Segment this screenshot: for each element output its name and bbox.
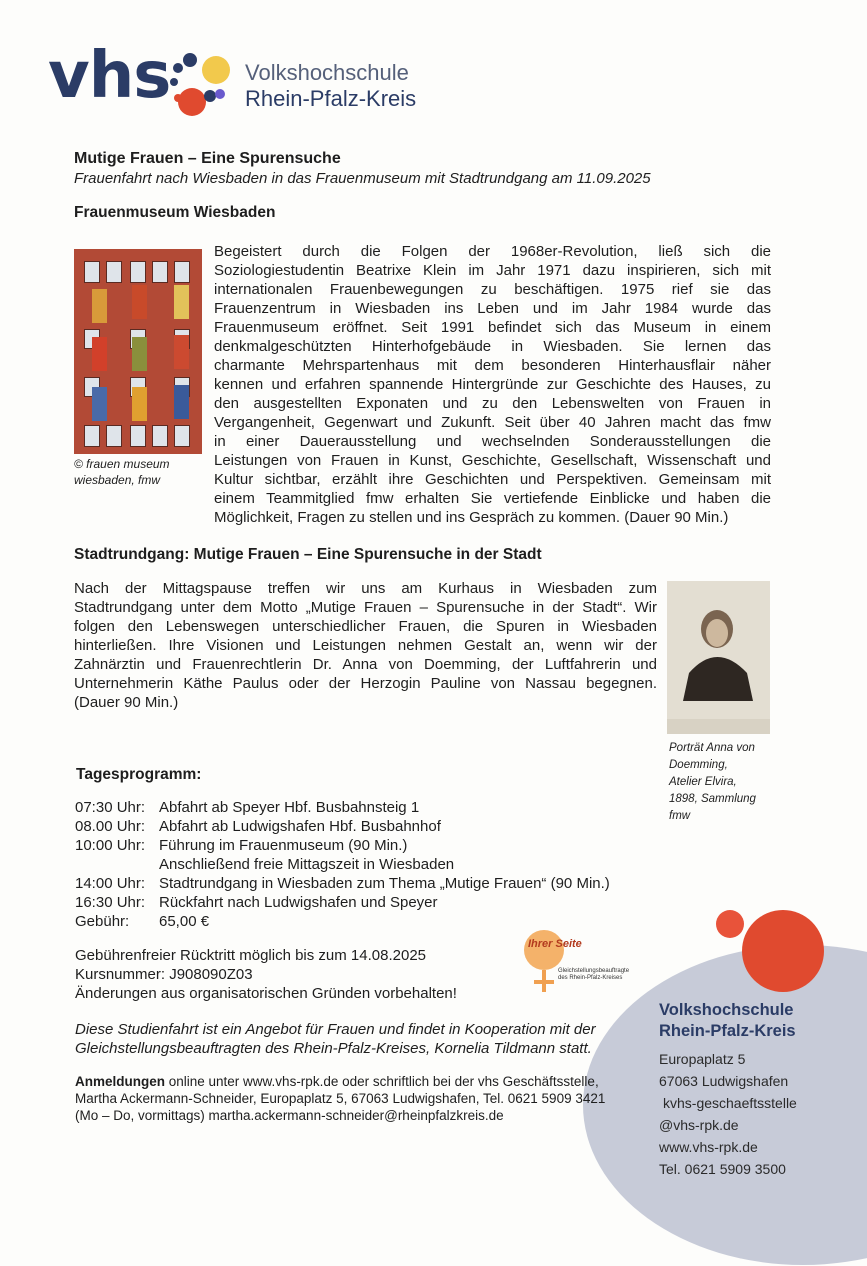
- equality-officer-logo: Ihrer Seite Gleichstellungsbeauftragte des Rhein-Pfalz-Kreises: [510, 928, 625, 998]
- contact-phone: Tel. 0621 5909 3500: [659, 1161, 786, 1177]
- text-line: in einer Dauerausstellung und wechselnden Sonderausstellungen die: [214, 433, 771, 450]
- programme-activity: Abfahrt ab Ludwigshafen Hbf. Busbahnhof: [159, 818, 441, 835]
- programme-activity: Anschließend freie Mittagszeit in Wiesbaden: [159, 856, 455, 873]
- text-line: Unternehmerin Käthe Paulus oder der Herzogin Pauline von Nassau begegnen.: [74, 675, 657, 692]
- caption-line: Doemming,: [669, 759, 728, 771]
- org-name-line1: Volkshochschule: [245, 60, 409, 85]
- contact-block: [659, 1000, 797, 1180]
- org-name-line2: Rhein-Pfalz-Kreis: [245, 86, 417, 111]
- caption-line: 1898, Sammlung: [669, 793, 756, 805]
- contact-email-line1: kvhs-geschaeftsstelle: [663, 1095, 797, 1111]
- changes-note: Änderungen aus organisatorischen Gründen vorbehalten!: [75, 985, 457, 1002]
- cooperation-note: Diese Studienfahrt ist ein Angebot für Frauen und findet in Kooperation mit der Gleichstellungsbeauftragten des Rhein-Pfalz-Kreises, Kornelia Tildmann statt.: [75, 1021, 596, 1057]
- portrait-caption: [669, 740, 756, 825]
- contact-city: 67063 Ludwigshafen: [659, 1073, 789, 1089]
- caption-line: Porträt Anna von: [669, 742, 755, 754]
- booking-info: [75, 946, 457, 1003]
- contact-website: www.vhs-rpk.de: [659, 1139, 758, 1155]
- programme-time: 07:30 Uhr:: [75, 799, 146, 816]
- portrait-image: [667, 581, 770, 734]
- text-line: Stadtrundgang unter dem Motto „Mutige Frauen – Spurensuche in der Stadt“. Wir: [74, 599, 657, 616]
- section-heading-programme: Tagesprogramm:: [76, 766, 202, 783]
- decor-circle-red-small: [716, 910, 744, 938]
- text-line: Möglichkeit, Fragen zu stellen und ins Gespräch zu kommen. (Dauer 90 Min.): [214, 509, 729, 526]
- contact-street: Europaplatz 5: [659, 1051, 746, 1067]
- programme-row: [75, 798, 610, 817]
- section-heading-tour: Stadtrundgang: Mutige Frauen – Eine Spurensuche in der Stadt: [74, 546, 542, 563]
- programme-activity: Führung im Frauenmuseum (90 Min.): [159, 837, 408, 854]
- text-line: Begeistert durch die Folgen der 1968er-Revolution, ließ sich die: [214, 243, 771, 260]
- text-line: denkmalgeschützten Hinterhofgebäude in Wiesbaden. Sie lernen das: [214, 338, 771, 355]
- contact-org-line1: Volkshochschule: [659, 1001, 794, 1019]
- programme-time: 16:30 Uhr:: [75, 894, 146, 911]
- text-line: Leistungen von Frauen in Kunst, Geschichte, Gesellschaft, Wissenschaft und: [214, 452, 771, 469]
- museum-text: [214, 242, 771, 527]
- caption-line: Atelier Elvira,: [669, 776, 737, 788]
- programme-row: [75, 817, 610, 836]
- programme-time: 10:00 Uhr:: [75, 837, 146, 854]
- museum-image-caption: © frauen museum wiesbaden, fmw: [74, 457, 170, 487]
- programme-time: Gebühr:: [75, 913, 130, 930]
- programme-row: [75, 836, 610, 855]
- text-line: den ausgestellten Exponaten und zu den Lebenswelten von Frauen in: [214, 395, 771, 412]
- text-line: Soziologiestudentin Beatrixe Klein im Jahr 1971 dazu inspirieren, sich mit: [214, 262, 771, 279]
- text-line: Frauenzentrum in Wiesbaden ins Leben und im Jahr 1984 wurde das: [214, 300, 771, 317]
- text-line: kennen und erfahren spannende Hintergründe zur Geschichte des Hauses, zu: [214, 376, 771, 393]
- programme-activity: Stadtrundgang in Wiesbaden zum Thema „Mutige Frauen“ (90 Min.): [159, 875, 610, 892]
- caption-line: fmw: [669, 810, 691, 822]
- text-line: Zahnärztin und Frauenrechtlerin Dr. Anna von Doemming, der Luftfahrerin und: [74, 656, 657, 673]
- page-subtitle: Frauenfahrt nach Wiesbaden in das Frauenmuseum mit Stadtrundgang am 11.09.2025: [74, 170, 651, 187]
- vhs-logo-text: vhs: [48, 39, 171, 113]
- text-line: einem Teammitglied fmw erhalten Sie vertiefende Einblicke und haben die: [214, 490, 771, 507]
- text-line: folgen den Lebenswegen unterschiedlicher Frauen, die Spuren in Wiesbaden: [74, 618, 657, 635]
- text-line: Kultur sichtbar, erzählt ihre Geschichten und Perspektiven. Gemeinsam mit: [214, 471, 771, 488]
- contact-org-line2: Rhein-Pfalz-Kreis: [659, 1022, 796, 1040]
- section-heading-museum: Frauenmuseum Wiesbaden: [74, 204, 276, 221]
- registration-info: Anmeldungen online unter www.vhs-rpk.de oder schriftlich bei der vhs Geschäftsstelle, Martha Ackermann-Schneider, Europaplatz 5, 67063 Ludwigshafen, Tel. 0621 5909 3421 (Mo – Do, vormittags) martha.ackermann-schneider@rheinpfalzkreis.de: [75, 1074, 606, 1123]
- decor-circle-red: [742, 910, 824, 992]
- museum-facade-image: [74, 249, 202, 454]
- programme-time: 08.00 Uhr:: [75, 818, 146, 835]
- programme-time: [75, 855, 159, 874]
- course-number: Kursnummer: J908090Z03: [75, 966, 253, 983]
- programme-row: [75, 893, 610, 912]
- cancellation-note: Gebührenfreier Rücktritt möglich bis zum 14.08.2025: [75, 947, 427, 964]
- programme-activity: Abfahrt ab Speyer Hbf. Busbahnsteig 1: [159, 799, 420, 816]
- vhs-logo-dots-icon: [162, 48, 242, 124]
- page-title: Mutige Frauen – Eine Spurensuche: [74, 150, 341, 167]
- programme-time: 14:00 Uhr:: [75, 875, 146, 892]
- programme-table: [75, 798, 610, 931]
- programme-activity: Rückfahrt nach Ludwigshafen und Speyer: [159, 894, 438, 911]
- contact-email-line2: @vhs-rpk.de: [659, 1117, 739, 1133]
- text-line: hinterließen. Ihre Visionen und Leistungen nehmen Gestalt an, wenn wir der: [74, 637, 657, 654]
- text-line: internationalen Frauenbewegungen zu beschäftigen. 1975 rief sie das: [214, 281, 771, 298]
- programme-row: [75, 855, 610, 874]
- text-line: Frauenmuseum eröffnet. Seit 1991 befindet sich das Museum in einem: [214, 319, 771, 336]
- text-line: Vergangenheit, Gegenwart und Zukunft. Seit über 40 Jahren macht das fmw: [214, 414, 771, 431]
- programme-row: [75, 874, 610, 893]
- programme-activity: 65,00 €: [159, 913, 210, 930]
- text-line: charmante Mehrspartenhaus mit dem besonderen Hinterhausflair näher: [214, 357, 771, 374]
- tour-text: [74, 579, 657, 712]
- text-line: Nach der Mittagspause treffen wir uns am Kurhaus in Wiesbaden zum: [74, 580, 657, 597]
- text-line: (Dauer 90 Min.): [74, 694, 179, 711]
